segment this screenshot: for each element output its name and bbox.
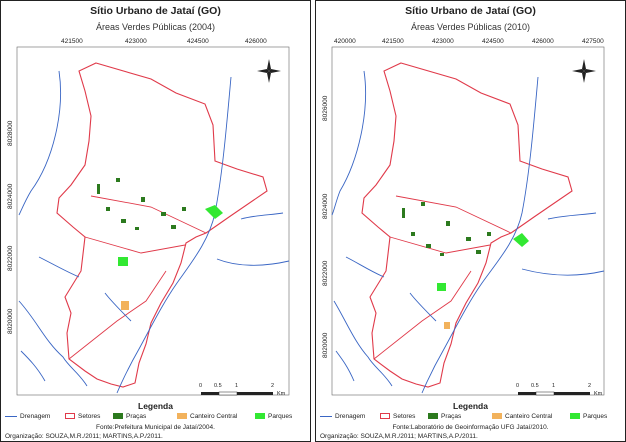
- praca: [421, 202, 425, 206]
- y-tick-label: 8026000: [322, 95, 329, 121]
- y-tick-label: 8020000: [7, 308, 14, 334]
- praca: [171, 225, 176, 229]
- park-area: [437, 283, 446, 291]
- canteiro-area: [121, 301, 129, 310]
- north-arrow-icon: [256, 58, 282, 84]
- scale-bar: [201, 392, 273, 395]
- map-frame: [17, 47, 289, 395]
- sector-swatch: [65, 413, 75, 419]
- y-tick-label: 8020000: [322, 332, 329, 358]
- y-tick-label: 8028000: [7, 120, 14, 146]
- praca: [440, 253, 444, 256]
- park-swatch: [570, 413, 580, 419]
- x-tick-label: 423000: [125, 38, 147, 45]
- north-arrow-icon: [571, 58, 597, 84]
- x-tick-label: 424500: [482, 38, 504, 45]
- drainage-line: [19, 301, 87, 386]
- x-tick-label: 421500: [61, 38, 83, 45]
- scale-label: 1: [552, 383, 556, 389]
- praca: [446, 221, 450, 226]
- drainage-line: [217, 259, 289, 265]
- sector-boundary: [57, 63, 267, 387]
- praca: [135, 227, 139, 230]
- canteiro-swatch: [492, 413, 502, 419]
- pracas-group: [97, 178, 186, 230]
- scale-label: 2: [271, 383, 275, 389]
- drainage-line: [39, 257, 79, 277]
- praca: [106, 207, 110, 211]
- legend-item-drenagem: Drenagem: [320, 413, 365, 420]
- drainage-swatch: [5, 416, 17, 417]
- legend-item-parques: Parques: [570, 413, 607, 420]
- sector-swatch: [380, 413, 390, 419]
- canteiro-swatch: [177, 413, 187, 419]
- map-title: Sítio Urbano de Jataí (GO): [405, 5, 536, 17]
- map-source: Fonte:Prefeitura Municipal de Jataí/2004.: [96, 424, 215, 431]
- praca: [121, 219, 126, 223]
- drainage-line: [410, 293, 436, 321]
- drainage-line: [334, 301, 392, 386]
- scale-label: 0.5: [531, 383, 539, 389]
- y-tick-label: 8024000: [7, 183, 14, 209]
- scale-unit: Km: [277, 391, 286, 397]
- park-area: [205, 205, 223, 219]
- canteiro-area: [444, 322, 450, 329]
- sector-line: [91, 196, 206, 233]
- drainage-line: [19, 71, 61, 215]
- scale-label: 0: [199, 383, 203, 389]
- praca: [466, 237, 471, 241]
- x-tick-label: 426000: [245, 38, 267, 45]
- legend-item-parques: Parques: [255, 413, 292, 420]
- praca: [411, 232, 415, 236]
- praca: [487, 232, 491, 236]
- sector-line: [390, 237, 490, 253]
- map-source: Fonte:Laboratório de Geoinformação UFG Jataí/2010.: [392, 424, 549, 431]
- map-subtitle: Áreas Verdes Públicas (2010): [410, 22, 531, 32]
- sector-line: [85, 237, 185, 253]
- scale-label: 0: [516, 383, 520, 389]
- legend-item-pracas: Praças: [428, 413, 461, 420]
- y-tick-label: 8022000: [7, 245, 14, 271]
- praca: [426, 244, 431, 248]
- praca: [116, 178, 120, 182]
- scale-label: 1: [235, 383, 239, 389]
- map-organization: Organização: SOUZA,M.R./2011; MARTINS,A.P./2011.: [5, 433, 163, 440]
- sector-line: [396, 196, 511, 233]
- scale-label: 2: [588, 383, 592, 389]
- scale-label: 0.5: [214, 383, 222, 389]
- x-tick-label: 427500: [582, 38, 604, 45]
- legend-item-drenagem: Drenagem: [5, 413, 50, 420]
- legend-item-setores: Setores: [65, 413, 100, 420]
- x-tick-label: 423000: [432, 38, 454, 45]
- x-tick-label: 426000: [532, 38, 554, 45]
- legend-item-pracas: Praças: [113, 413, 146, 420]
- park-area: [118, 257, 128, 266]
- sector-boundary: [362, 63, 572, 387]
- drainage-line: [522, 269, 604, 275]
- drainage-swatch: [320, 416, 332, 417]
- y-tick-label: 8022000: [322, 260, 329, 286]
- praca-swatch: [113, 413, 123, 419]
- map-organization: Organização: SOUZA,M.R./2011; MARTINS,A.P./2011.: [320, 433, 478, 440]
- praca: [161, 212, 166, 216]
- x-tick-label: 420000: [334, 38, 356, 45]
- drainage-line: [21, 351, 45, 381]
- legend-item-canteiro: Canteiro Central: [177, 413, 237, 420]
- park-area: [513, 233, 529, 247]
- praca: [476, 250, 481, 254]
- map-panel-2010: [315, 0, 626, 442]
- map-panel-2004: [0, 0, 311, 442]
- map-title: Sítio Urbano de Jataí (GO): [90, 5, 221, 17]
- praca: [182, 207, 186, 211]
- drainage-line: [346, 257, 384, 277]
- drainage-line: [548, 213, 596, 219]
- drainage-line: [332, 71, 366, 215]
- drainage-line: [117, 77, 231, 393]
- map-subtitle: Áreas Verdes Públicas (2004): [95, 22, 216, 32]
- legend-item-canteiro: Canteiro Central: [492, 413, 552, 420]
- praca: [402, 208, 405, 218]
- y-tick-label: 8024000: [322, 193, 329, 219]
- sector-line: [69, 271, 166, 359]
- legend-title: Legenda: [138, 401, 173, 411]
- legend-title: Legenda: [453, 401, 488, 411]
- drainage-network: [19, 71, 289, 393]
- drainage-line: [336, 351, 354, 381]
- x-tick-label: 421500: [382, 38, 404, 45]
- x-tick-label: 424500: [187, 38, 209, 45]
- drainage-line: [241, 213, 283, 219]
- park-swatch: [255, 413, 265, 419]
- praca-swatch: [428, 413, 438, 419]
- pracas-group: [402, 202, 491, 256]
- sector-line: [374, 271, 471, 359]
- legend-item-setores: Setores: [380, 413, 415, 420]
- scale-unit: Km: [594, 391, 603, 397]
- praca: [97, 184, 100, 194]
- praca: [141, 197, 145, 202]
- scale-bar: [518, 392, 590, 395]
